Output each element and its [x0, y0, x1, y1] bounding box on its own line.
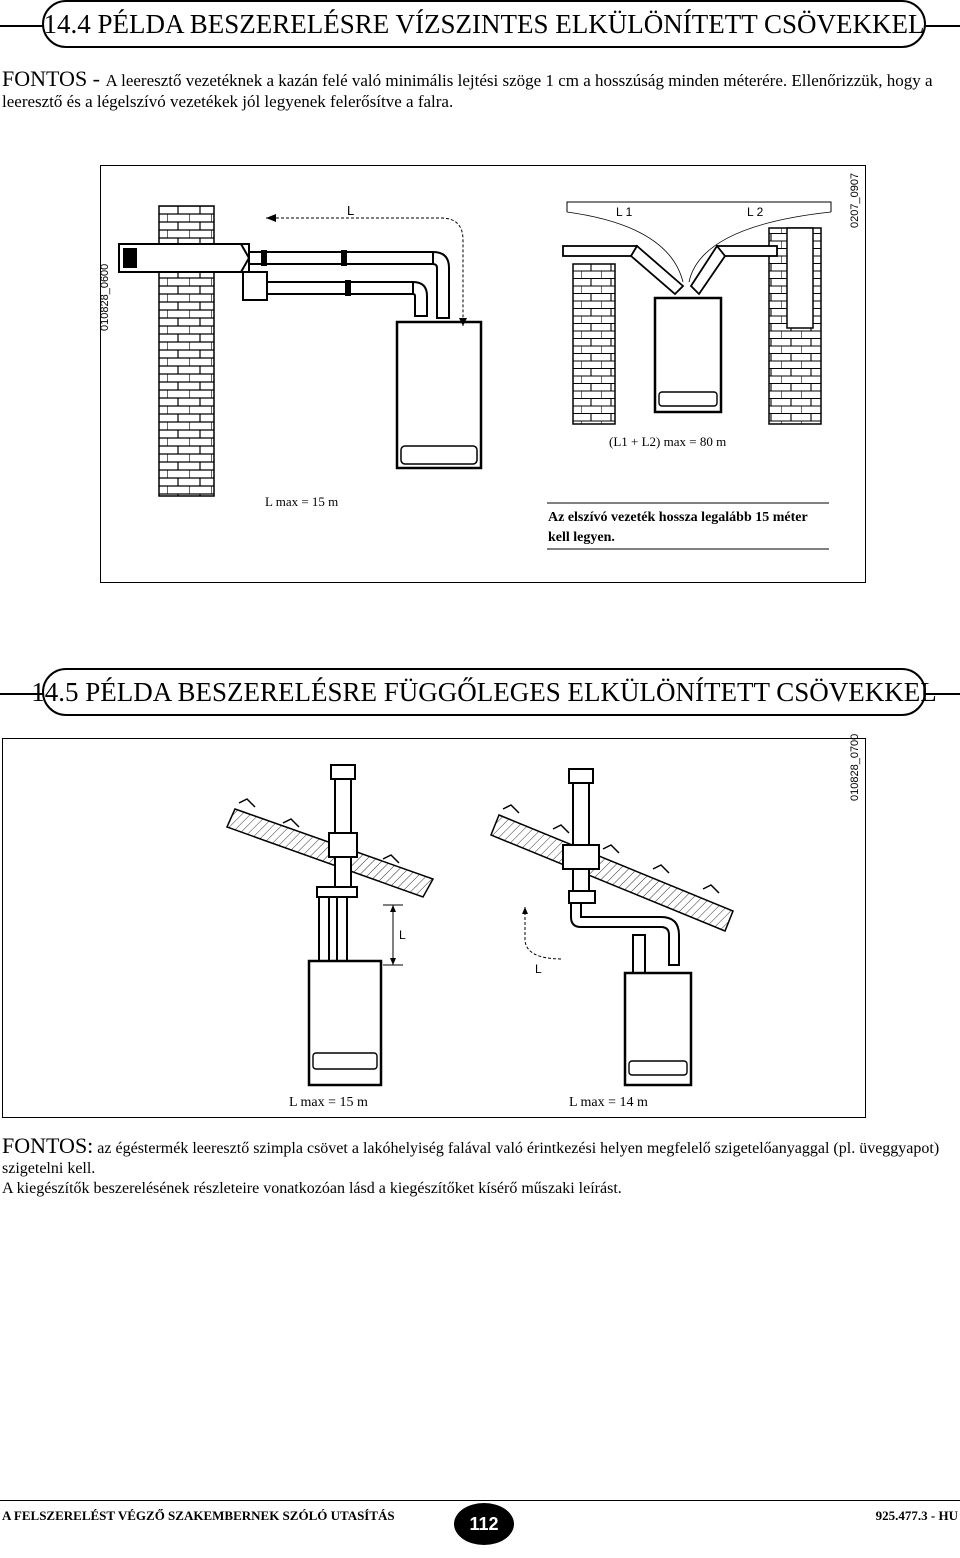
terminal-grille — [123, 248, 137, 268]
label-L1: L 1 — [616, 205, 633, 219]
extra-text: A kiegészítők beszerelésének részleteire vonatkozóan lásd a kiegészítőket kísérő műszaki leírást. — [2, 1180, 622, 1197]
label-L2: L 2 — [747, 205, 764, 219]
section-14-5-title: 14.5 PÉLDA BESZERELÉSRE FÜGGŐLEGES ELKÜLÖNÍTETT CSÖVEKKEL — [42, 668, 926, 716]
terminal — [119, 244, 249, 272]
label-L: L — [347, 203, 355, 218]
figure-horizontal-pipes — [100, 165, 866, 583]
formula-left: L max = 15 m — [265, 494, 339, 509]
section-14-5-header — [0, 668, 960, 720]
section-14-4-header — [0, 0, 960, 52]
fontos-text: az égéstermék leeresztő szimpla csövet a lakóhelyiség falával való érintkezési helyen megfelelő szigetelőanyaggal (pl. üveggyapot) szigetelni kell. — [2, 1140, 940, 1177]
figure-note: Az elszívó vezeték hossza legalább 15 méter kell legyen. — [548, 510, 808, 545]
formula-right: (L1 + L2) max = 80 m — [609, 434, 727, 449]
fontos-lead: FONTOS: — [2, 1133, 94, 1158]
section-14-4-title: 14.4 PÉLDA BESZERELÉSRE VÍZSZINTES ELKÜLÖNÍTETT CSÖVEKKEL — [42, 0, 926, 48]
vertical-terminal-right — [569, 769, 593, 783]
fontos-lead: FONTOS - — [2, 66, 106, 91]
footer-right: 925.477.3 - HU — [875, 1508, 958, 1523]
page-number: 112 — [454, 1503, 514, 1545]
formula-left-2: L max = 15 m — [289, 1095, 368, 1110]
figure-vertical-pipes — [2, 733, 866, 1118]
pipe-lower — [263, 282, 413, 294]
wall-left-2 — [573, 264, 615, 424]
label-L-left: L — [399, 928, 406, 942]
label-L-right: L — [535, 962, 542, 976]
fontos-note-2 — [2, 1133, 958, 1199]
vertical-pipes-drawing — [3, 739, 867, 1119]
vertical-terminal-left — [331, 765, 355, 779]
figure-code-2: 010828_0700 — [849, 733, 861, 801]
dimension-L — [266, 218, 463, 326]
footer-rule — [0, 1500, 960, 1501]
footer-left: A FELSZERELÉST VÉGZŐ SZAKEMBERNEK SZÓLÓ UTASÍTÁS — [2, 1508, 395, 1523]
fontos-note-1 — [2, 68, 958, 112]
formula-right-2: L max = 14 m — [569, 1095, 648, 1110]
fontos-text: A leeresztő vezetéknek a kazán felé való minimális lejtési szöge 1 cm a hosszúság minden méterére. Ellenőrizzük, hogy a leeresztő és a légelszívó vezetékek jól legyenek felerősítve a falra. — [2, 71, 933, 111]
figure-code-right: 0207_0907 — [849, 172, 861, 228]
figure-code-left: 010828_0600 — [99, 263, 111, 331]
